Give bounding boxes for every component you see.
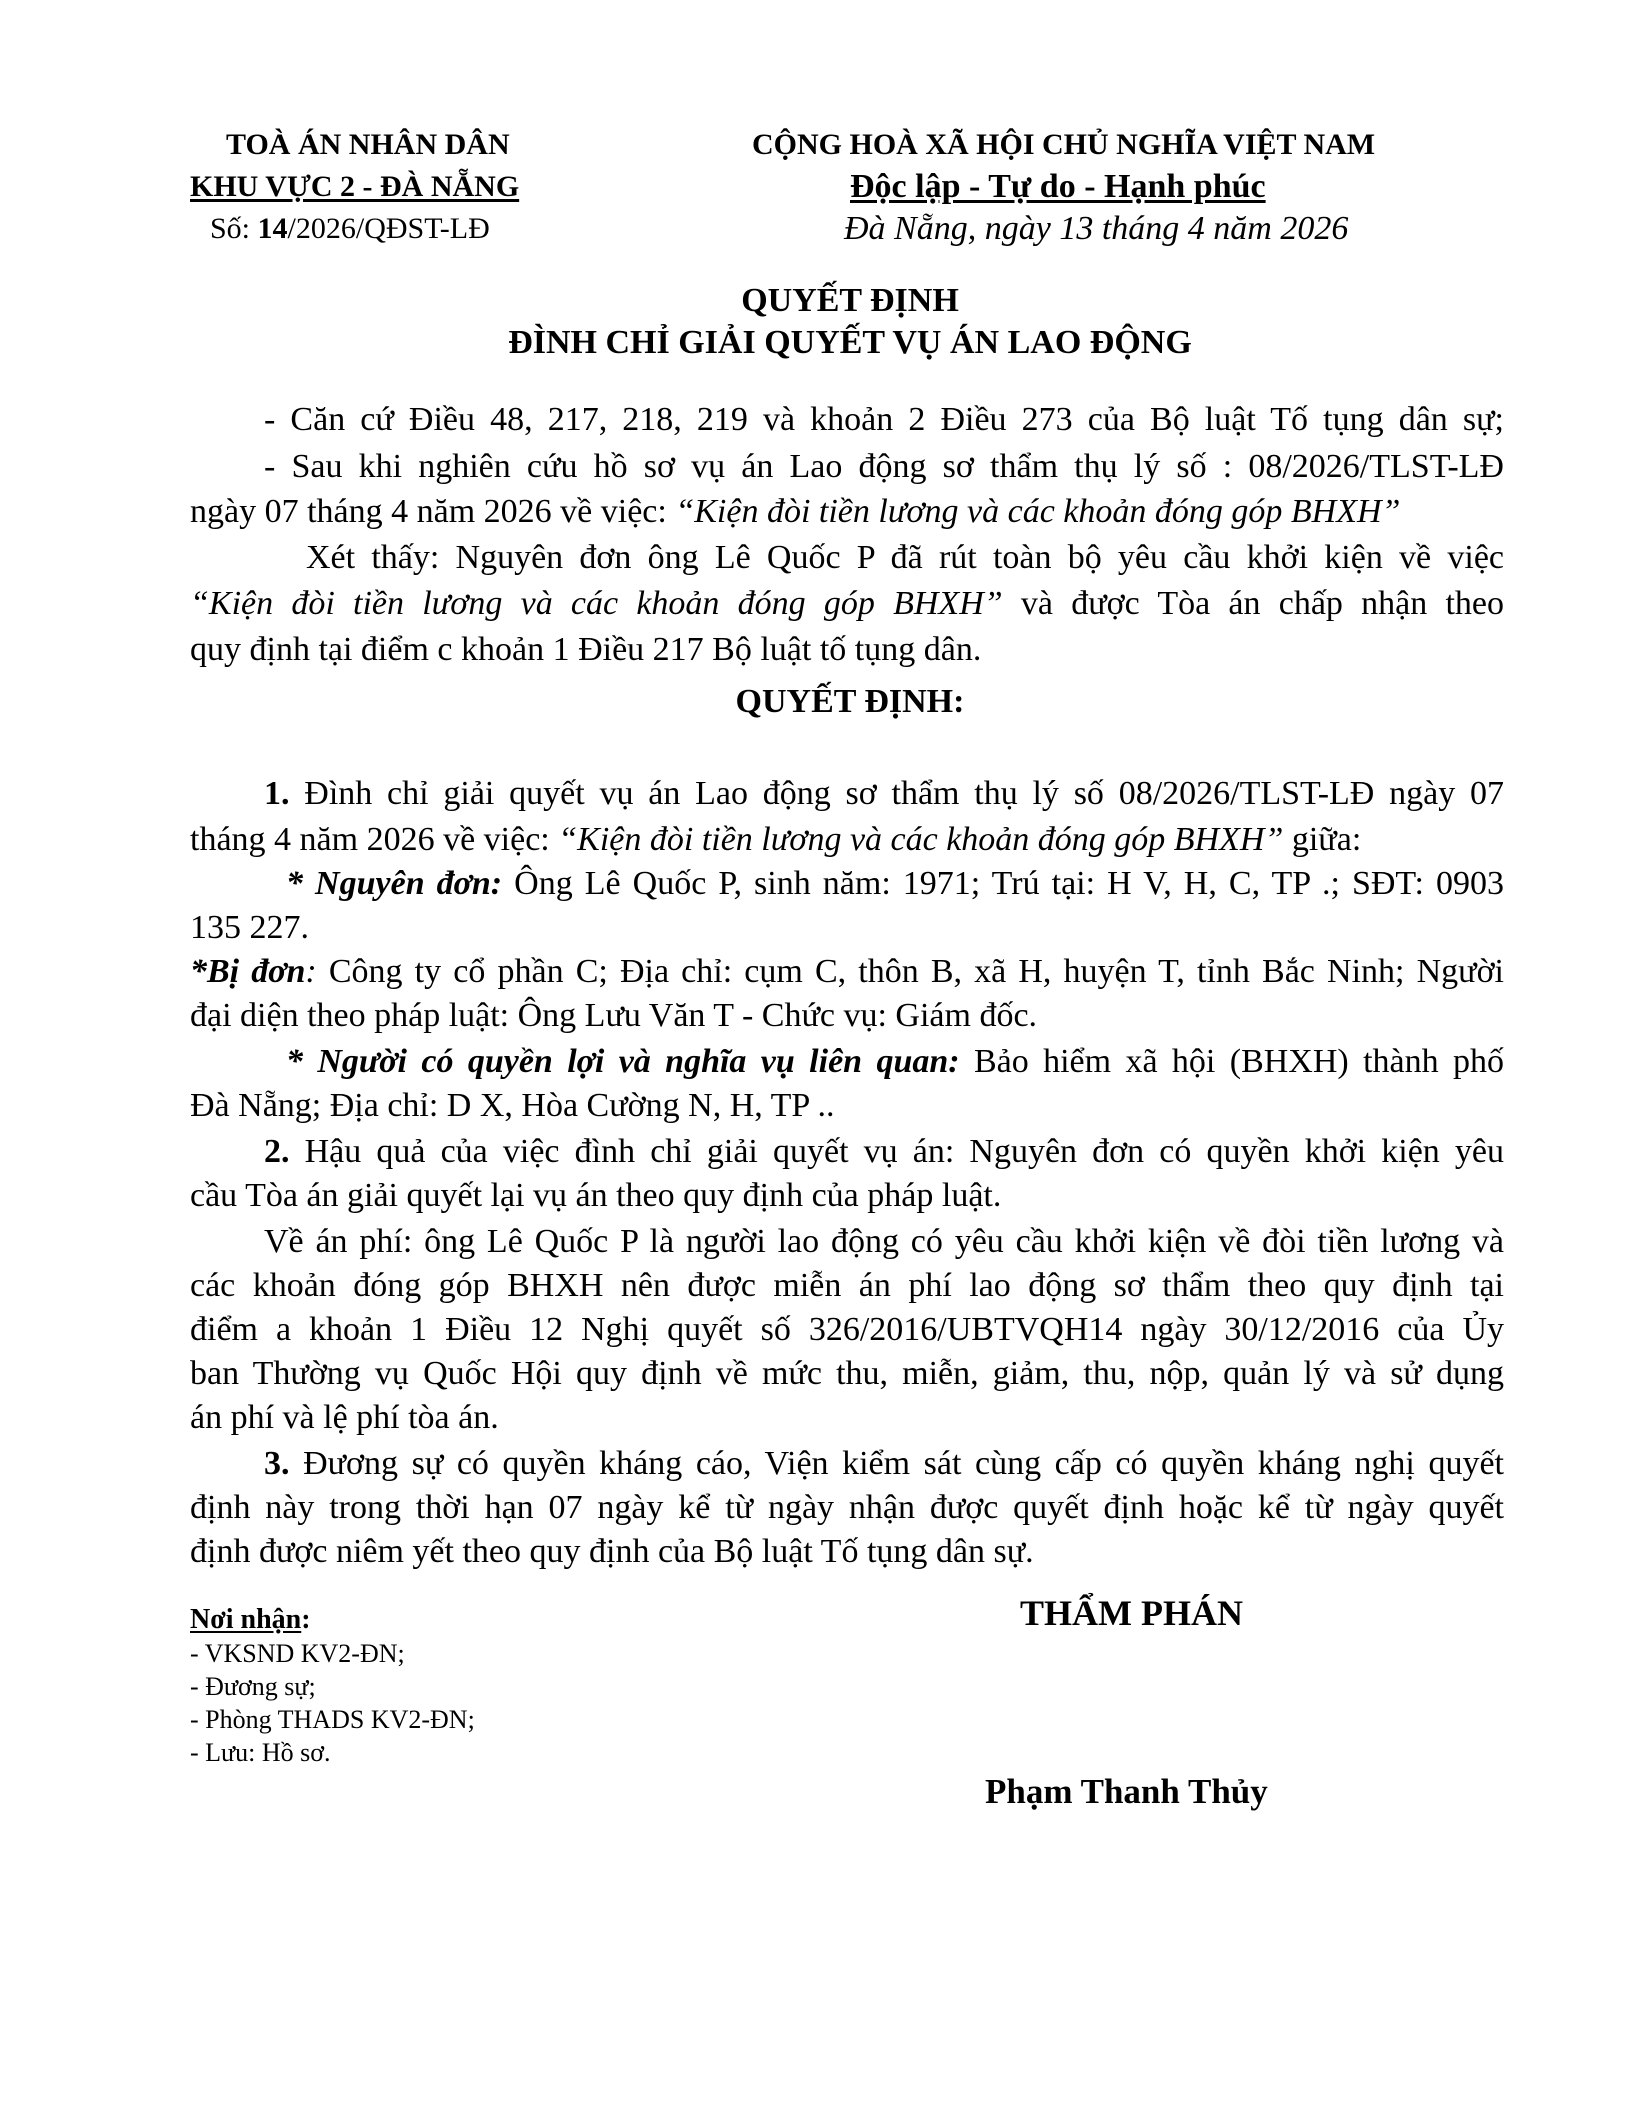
item2-line1: 2. Hậu quả của việc đình chỉ giải quyết vụ án: Nguyên đơn có quyền khởi kiện yêu	[264, 1133, 1504, 1170]
item2-line2: cầu Tòa án giải quyết lại vụ án theo quy định của pháp luật.	[190, 1177, 1002, 1214]
consideration-line2: “Kiện đòi tiền lương và các khoản đóng góp BHXH” và được Tòa án chấp nhận theo	[190, 585, 1505, 622]
recipient-item: - VKSND KV2-ĐN;	[190, 1639, 405, 1668]
fee-line5: án phí và lệ phí tòa án.	[190, 1399, 499, 1436]
fee-line4: ban Thường vụ Quốc Hội quy định về mức thu, miễn, giảm, thu, nộp, quản lý và sử dụng	[190, 1355, 1504, 1392]
court-region: KHU VỰC 2 - ĐÀ NẴNG	[190, 170, 520, 203]
recipient-item: - Phòng THADS KV2-ĐN;	[190, 1705, 475, 1734]
item1-line1: 1. Đình chỉ giải quyết vụ án Lao động sơ thẩm thụ lý số 08/2026/TLST-LĐ ngày 07	[264, 775, 1504, 812]
court-name: TOÀ ÁN NHÂN DÂN	[226, 128, 510, 161]
related-party-line1: * Người có quyền lợi và nghĩa vụ liên quan: Bảo hiểm xã hội (BHXH) thành phố	[286, 1043, 1505, 1080]
recipient-item: - Đương sự;	[190, 1672, 316, 1701]
document-title: QUYẾT ĐỊNH	[741, 282, 959, 319]
related-party-line2: Đà Nẵng; Địa chỉ: D X, Hòa Cường N, H, TP ..	[190, 1087, 835, 1124]
decision-number: Số: 14/2026/QĐST-LĐ	[210, 212, 490, 245]
issue-date: Đà Nẵng, ngày 13 tháng 4 năm 2026	[844, 210, 1349, 247]
basis-law: - Căn cứ Điều 48, 217, 218, 219 và khoản 2 Điều 273 của Bộ luật Tố tụng dân sự;	[264, 401, 1504, 438]
plaintiff-line1: * Nguyên đơn: Ông Lê Quốc P, sinh năm: 1971; Trú tại: H V, H, C, TP .; SĐT: 0903	[286, 865, 1504, 902]
item3-line1: 3. Đương sự có quyền kháng cáo, Viện kiểm sát cùng cấp có quyền kháng nghị quyết	[264, 1445, 1504, 1482]
document-subtitle: ĐÌNH CHỈ GIẢI QUYẾT VỤ ÁN LAO ĐỘNG	[508, 324, 1192, 361]
nation-name: CỘNG HOÀ XÃ HỘI CHỦ NGHĨA VIỆT NAM	[752, 128, 1376, 161]
fee-line1: Về án phí: ông Lê Quốc P là người lao động có yêu cầu khởi kiện về đòi tiền lương và	[264, 1223, 1504, 1260]
national-motto: Độc lập - Tự do - Hạnh phúc	[850, 168, 1266, 205]
basis-case-date: ngày 07 tháng 4 năm 2026 về việc: “Kiện đòi tiền lương và các khoản đóng góp BHXH”	[190, 493, 1401, 530]
defendant-line1: *Bị đơn: Công ty cổ phần C; Địa chỉ: cụm C, thôn B, xã H, huyện T, tỉnh Bắc Ninh; Người	[190, 953, 1504, 990]
recipients-heading: Nơi nhận:	[190, 1604, 311, 1635]
fee-line2: các khoản đóng góp BHXH nên được miễn án phí lao động sơ thẩm theo quy định tại	[190, 1267, 1504, 1304]
item3-line2: định này trong thời hạn 07 ngày kể từ ngày nhận được quyết định hoặc kể từ ngày quyết	[190, 1489, 1504, 1526]
recipient-item: - Lưu: Hồ sơ.	[190, 1738, 331, 1767]
consideration-line1: Xét thấy: Nguyên đơn ông Lê Quốc P đã rút toàn bộ yêu cầu khởi kiện về việc	[306, 539, 1504, 576]
signer-role: THẨM PHÁN	[1020, 1593, 1243, 1633]
fee-line3: điểm a khoản 1 Điều 12 Nghị quyết số 326/2016/UBTVQH14 ngày 30/12/2016 của Ủy	[190, 1311, 1504, 1348]
consideration-line3: quy định tại điểm c khoản 1 Điều 217 Bộ luật tố tụng dân.	[190, 631, 982, 668]
decision-heading: QUYẾT ĐỊNH:	[735, 683, 965, 720]
signer-name: Phạm Thanh Thủy	[985, 1772, 1268, 1811]
item1-line2: tháng 4 năm 2026 về việc: “Kiện đòi tiền lương và các khoản đóng góp BHXH” giữa:	[190, 821, 1362, 858]
basis-case-file: - Sau khi nghiên cứu hồ sơ vụ án Lao động sơ thẩm thụ lý số : 08/2026/TLST-LĐ	[264, 448, 1504, 485]
defendant-line2: đại diện theo pháp luật: Ông Lưu Văn T - Chức vụ: Giám đốc.	[190, 997, 1038, 1034]
plaintiff-line2: 135 227.	[190, 909, 309, 946]
item3-line3: định được niêm yết theo quy định của Bộ luật Tố tụng dân sự.	[190, 1533, 1034, 1570]
